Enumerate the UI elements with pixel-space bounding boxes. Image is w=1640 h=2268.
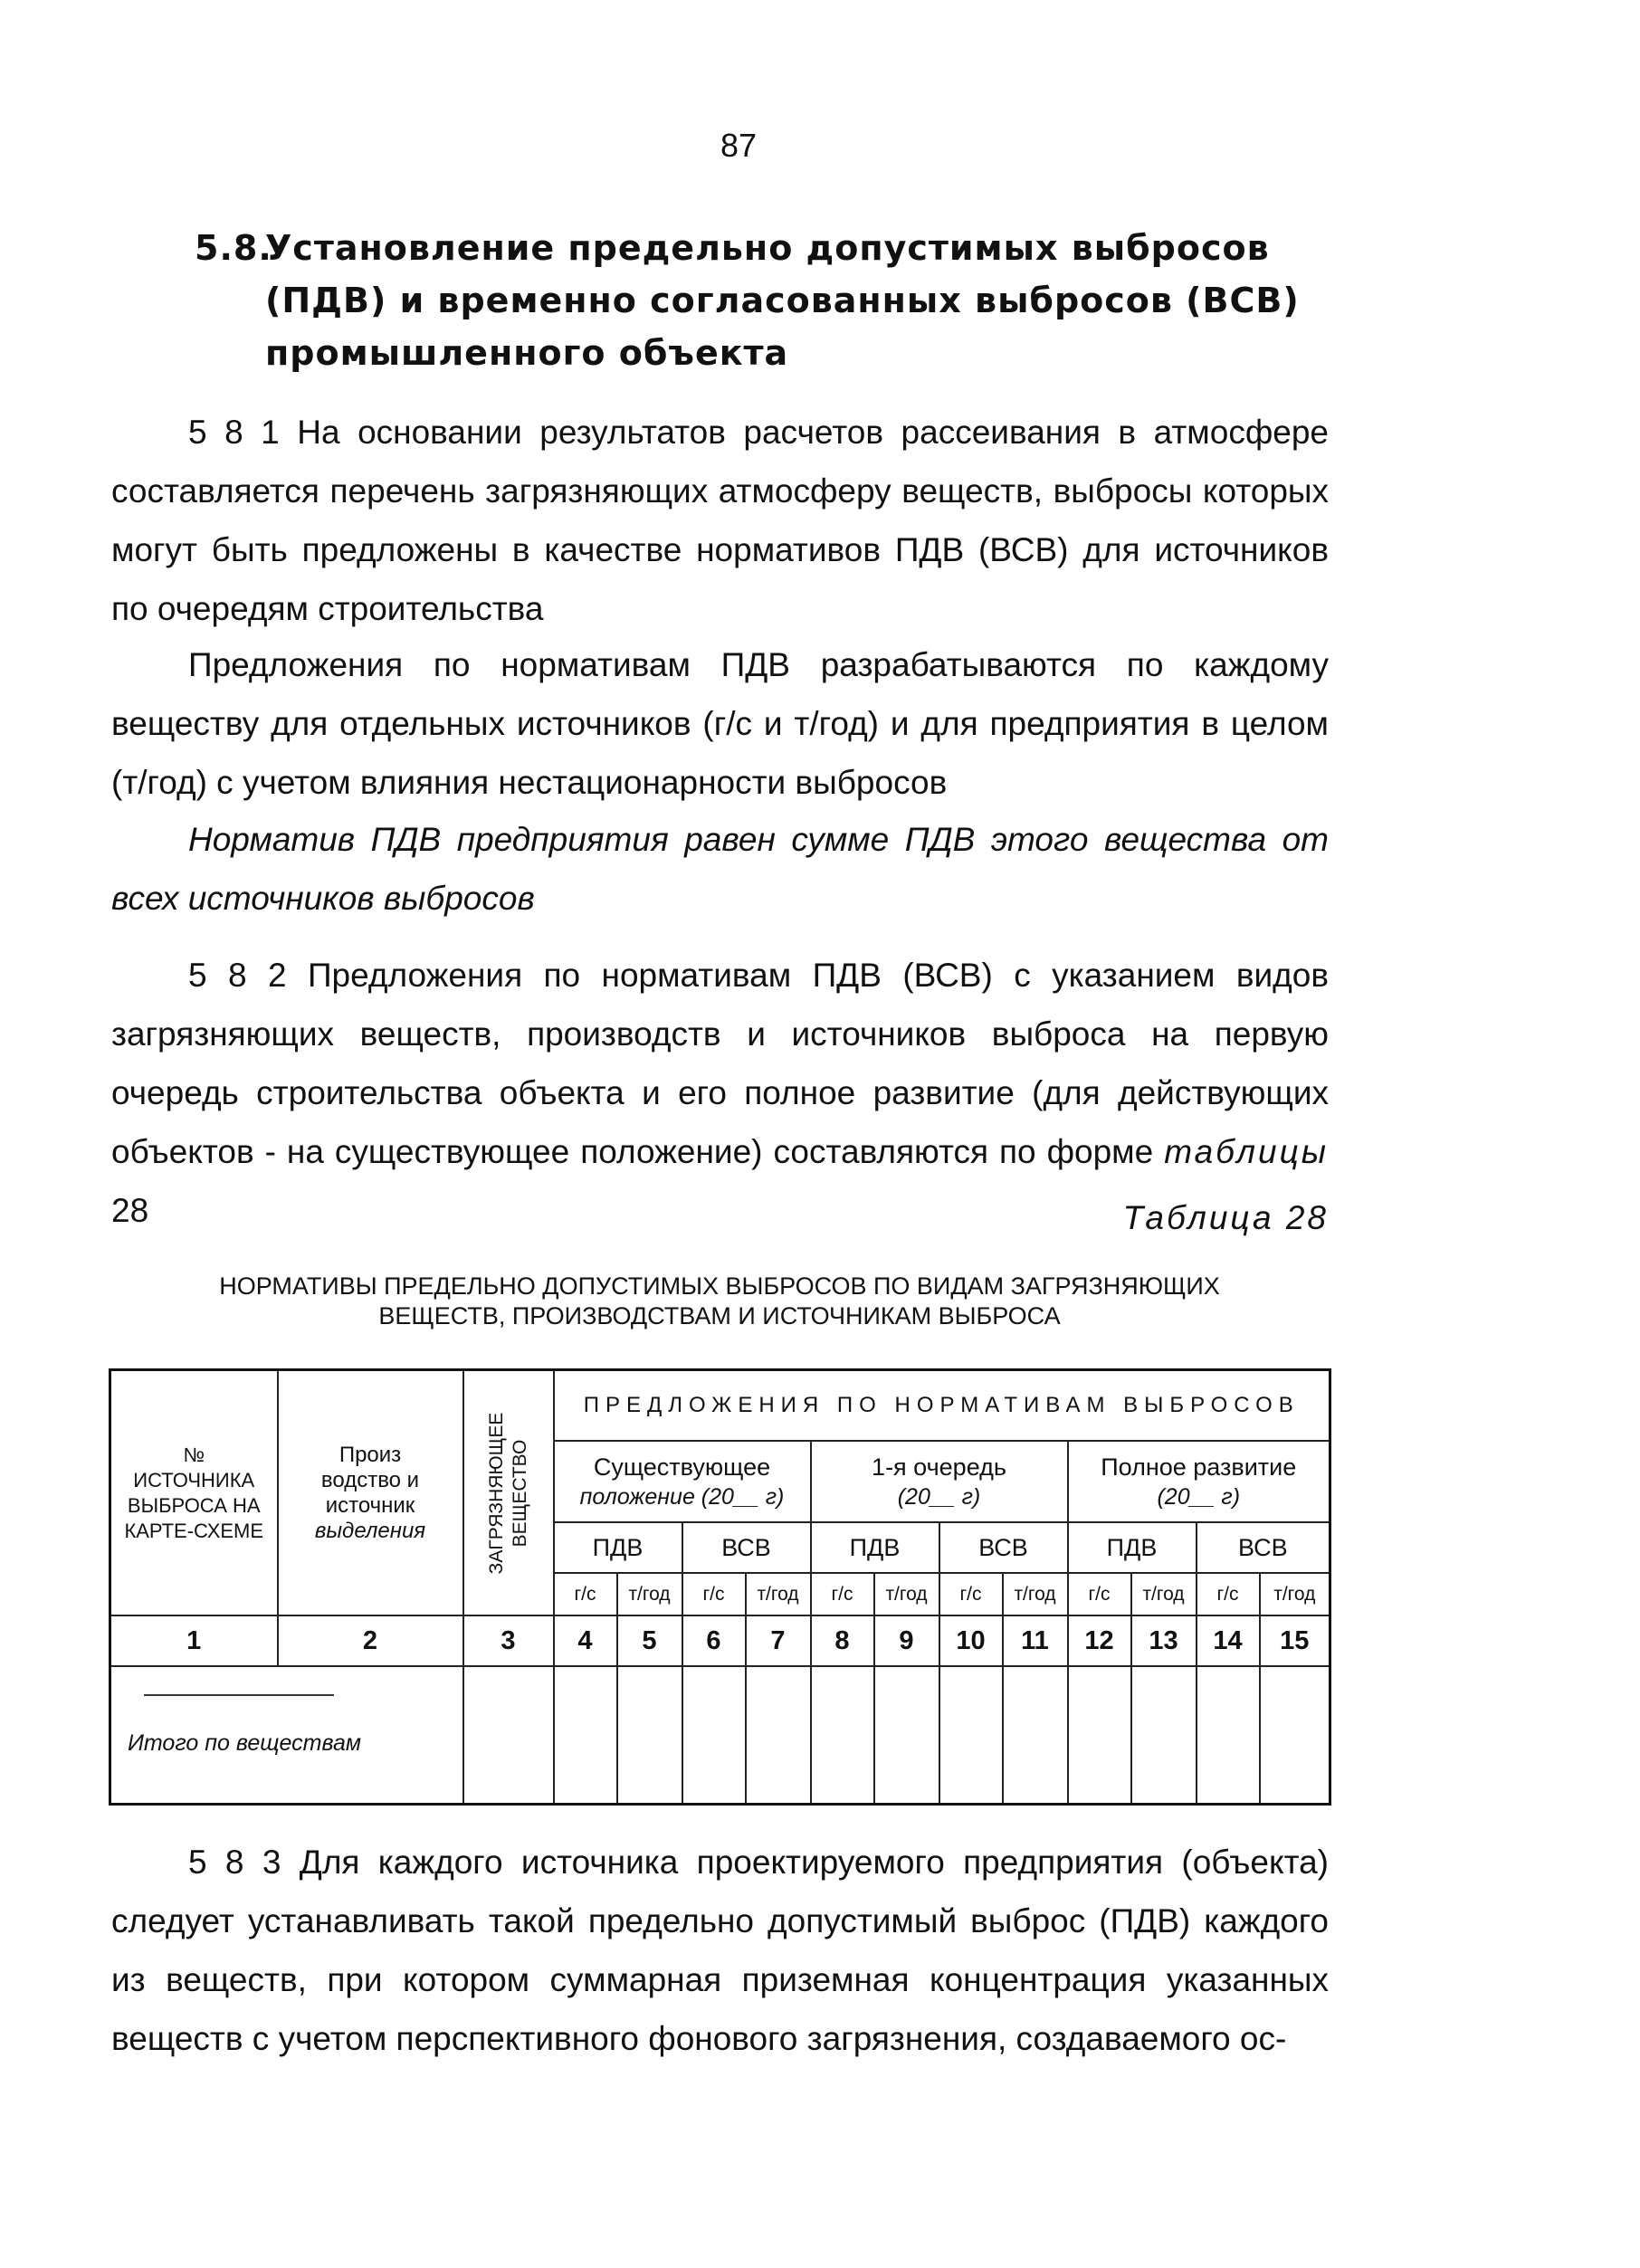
column-number: 14 — [1197, 1615, 1260, 1666]
column-number: 4 — [554, 1615, 617, 1666]
table-cell — [811, 1666, 874, 1805]
column-number: 1 — [110, 1615, 278, 1666]
table-cell — [1003, 1666, 1068, 1805]
column-number: 5 — [617, 1615, 682, 1666]
paragraph-5-8-2-text: 5 8 2 Предложения по нормативам ПДВ (ВСВ) с указанием видов загрязняющих веществ, производств и источников выброса на первую очередь строительства объекта и его полное развитие (для действующих объектов - на существующее положение) составляются по форме — [111, 957, 1329, 1170]
table-cell — [682, 1666, 746, 1805]
header-unit: т/год — [617, 1573, 682, 1615]
table-caption: Таблица 28 — [1122, 1199, 1329, 1236]
paragraph-5-8-1-proposals: Предложения по нормативам ПДВ разрабатываются по каждому веществу для отдельных источников (г/с и т/год) и для предприятия в целом (т/год) с учетом влияния нестационарности выбросов — [111, 646, 1329, 801]
column-number: 2 — [278, 1615, 463, 1666]
header-unit: г/с — [1068, 1573, 1131, 1615]
table-cell — [554, 1666, 617, 1805]
table-reference: таблицы — [1164, 1133, 1329, 1170]
header-proposals: ПРЕДЛОЖЕНИЯ ПО НОРМАТИВАМ ВЫБРОСОВ — [554, 1370, 1330, 1442]
column-number: 10 — [939, 1615, 1003, 1666]
paragraph-5-8-1-norm — [111, 810, 1329, 928]
header-vsv-1: ВСВ — [682, 1522, 811, 1573]
header-pdv-1: ПДВ — [554, 1522, 682, 1573]
column-number: 6 — [682, 1615, 746, 1666]
header-unit: г/с — [554, 1573, 617, 1615]
section-title-line-2: (ПДВ) и временно согласованных выбросов (ВСВ) — [265, 281, 1300, 320]
header-unit: г/с — [1197, 1573, 1260, 1615]
table-cell — [1260, 1666, 1330, 1805]
header-stage-existing: Существующее положение (20__ г) — [554, 1441, 811, 1522]
column-number: 11 — [1003, 1615, 1068, 1666]
paragraph-5-8-3: 5 8 3 Для каждого источника проектируемого предприятия (объекта) следует устанавливать такой предельно допустимый выброс (ПДВ) каждого из веществ, при котором суммарная приземная концентрация указанных веществ с учетом перспективного фонового загрязнения, создаваемого ос- — [111, 1844, 1329, 2057]
table-title-line-1: НОРМАТИВЫ ПРЕДЕЛЬНО ДОПУСТИМЫХ ВЫБРОСОВ ПО ВИДАМ ЗАГРЯЗНЯЮЩИХ — [219, 1272, 1220, 1300]
column-number-row — [110, 1615, 1330, 1666]
column-number: 7 — [746, 1615, 811, 1666]
header-pdv-3: ПДВ — [1068, 1522, 1197, 1573]
table-title — [145, 1272, 1294, 1331]
header-source-number: № ИСТОЧНИКА ВЫБРОСА НА КАРТЕ-СХЕМЕ — [110, 1370, 278, 1616]
paragraph-5-8-2 — [111, 946, 1329, 1240]
norms-table — [109, 1368, 1331, 1806]
header-unit: г/с — [939, 1573, 1003, 1615]
header-unit: г/с — [811, 1573, 874, 1615]
table-cell — [617, 1666, 682, 1805]
column-number: 3 — [463, 1615, 554, 1666]
table-body-row — [110, 1666, 1330, 1805]
table-cell — [1068, 1666, 1131, 1805]
section-number: 5.8. — [195, 228, 272, 268]
section-title-line-3: промышленного объекта — [265, 333, 789, 373]
column-number: 8 — [811, 1615, 874, 1666]
norm-text: Норматив ПДВ предприятия равен сумме ПДВ этого вещества от всех источников выбросов — [111, 821, 1329, 917]
header-unit: г/с — [682, 1573, 746, 1615]
header-unit: т/год — [746, 1573, 811, 1615]
table-cell — [1197, 1666, 1260, 1805]
header-stage-first: 1-я очередь (20__ г) — [811, 1441, 1068, 1522]
header-unit: т/год — [1131, 1573, 1197, 1615]
table-cell — [939, 1666, 1003, 1805]
section-heading — [195, 222, 1371, 379]
paragraph-5-8-1: 5 8 1 На основании результатов расчетов рассеивания в атмосфере составляется перечень загрязняющих атмосферу веществ, выбросы которых могут быть предложены в качестве нормативов ПДВ (ВСВ) для источников по очередям строительства — [111, 414, 1329, 627]
header-production: Произ водство и источник выделения — [278, 1370, 463, 1616]
column-number: 9 — [874, 1615, 939, 1666]
page-number: 87 — [720, 127, 758, 164]
table-cell — [1131, 1666, 1197, 1805]
header-pollutant: ЗАГРЯЗНЯЮЩЕЕ ВЕЩЕСТВО — [463, 1370, 554, 1616]
header-unit: т/год — [1003, 1573, 1068, 1615]
total-cell — [110, 1666, 463, 1805]
header-unit: т/год — [874, 1573, 939, 1615]
column-number: 15 — [1260, 1615, 1330, 1666]
table-cell — [746, 1666, 811, 1805]
column-number: 13 — [1131, 1615, 1197, 1666]
table-title-line-2: ВЕЩЕСТВ, ПРОИЗВОДСТВАМ И ИСТОЧНИКАМ ВЫБРОСА — [378, 1302, 1061, 1329]
table-reference-number: 28 — [111, 1192, 149, 1229]
table-cell — [874, 1666, 939, 1805]
total-label: Итого по веществам — [128, 1730, 362, 1756]
column-number: 12 — [1068, 1615, 1131, 1666]
total-divider — [144, 1694, 334, 1696]
header-vsv-2: ВСВ — [939, 1522, 1068, 1573]
table-cell — [463, 1666, 554, 1805]
header-vsv-3: ВСВ — [1197, 1522, 1330, 1573]
header-unit: т/год — [1260, 1573, 1330, 1615]
header-stage-full: Полное развитие (20__ г) — [1068, 1441, 1330, 1522]
section-title-line-1: Установление предельно допустимых выбросов — [265, 228, 1270, 268]
header-pdv-2: ПДВ — [811, 1522, 939, 1573]
